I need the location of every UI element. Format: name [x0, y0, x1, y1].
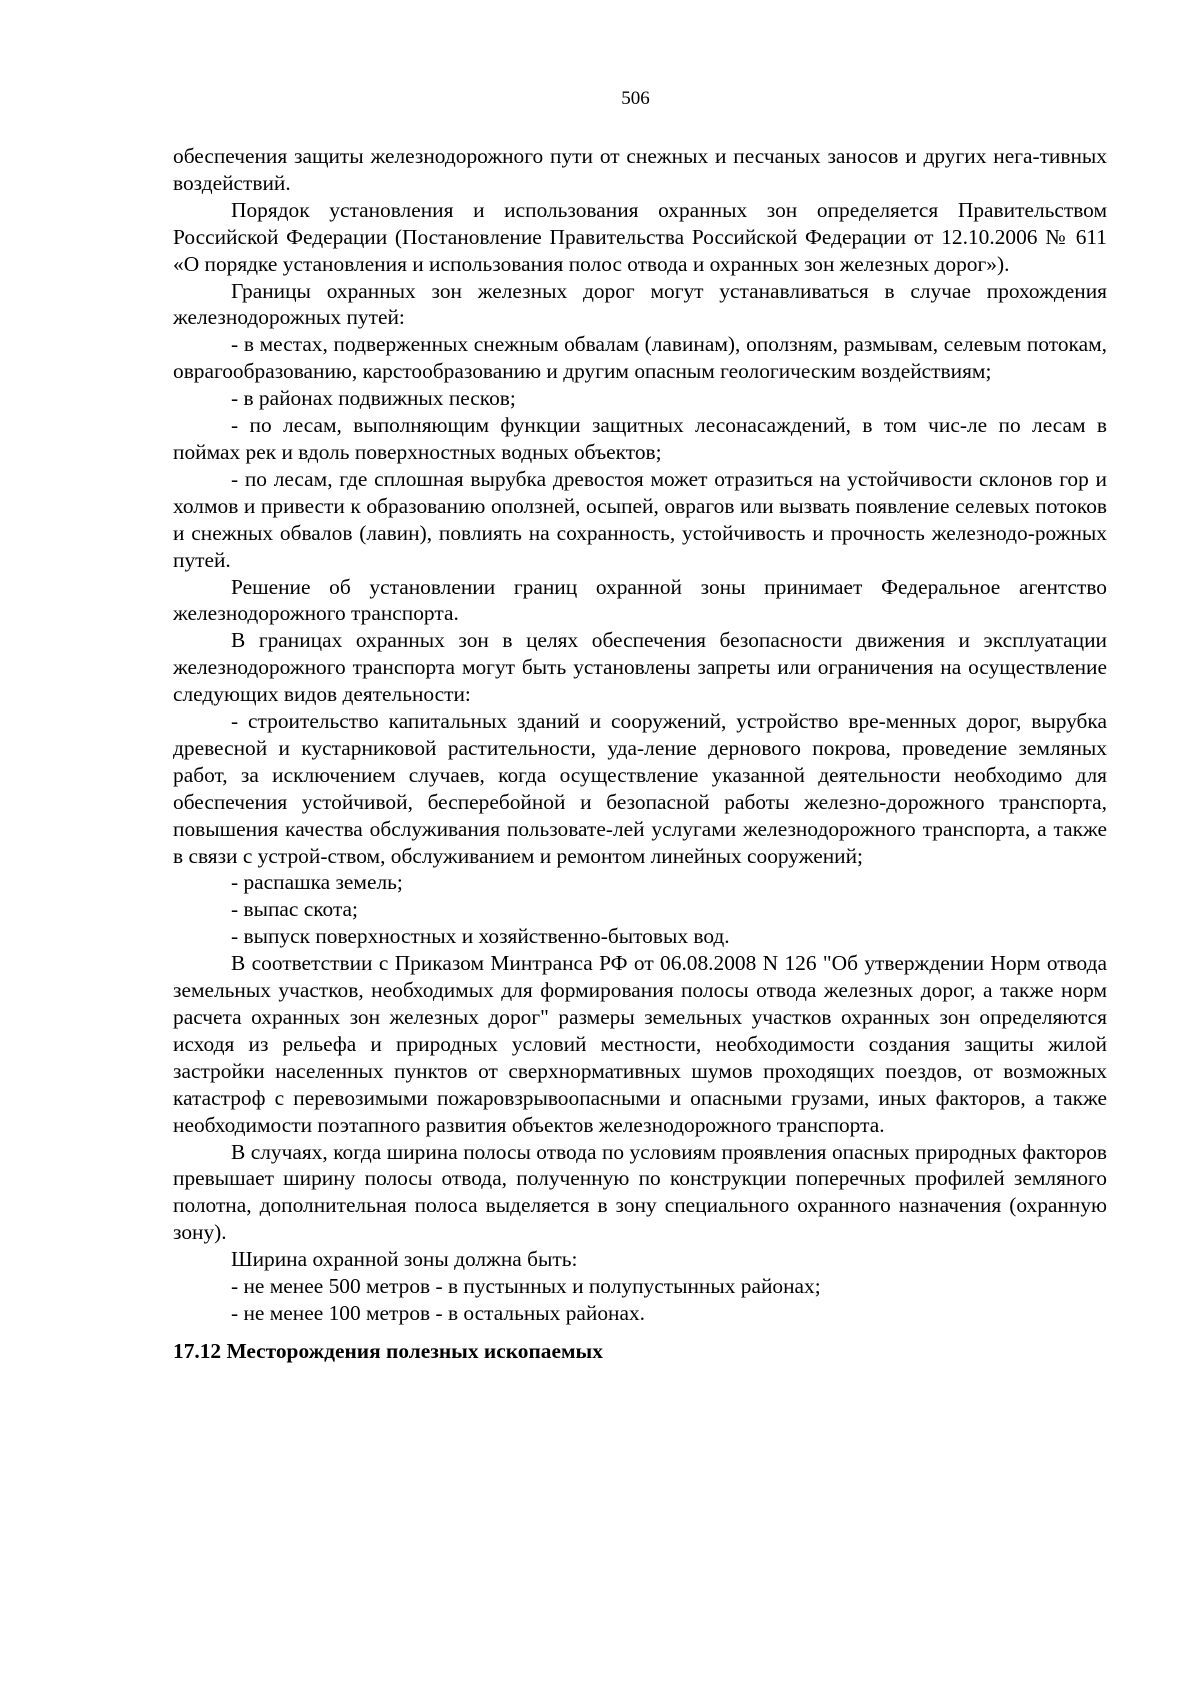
list-item-water-discharge: - выпуск поверхностных и хозяйственно-бытовых вод. — [231, 924, 730, 949]
list-item-other-width: - не менее 100 метров - в остальных районах. — [231, 1300, 646, 1325]
page-number: 506 — [621, 88, 650, 109]
paragraph-additional-strip: В случаях, когда ширина полосы отвода по условиям проявления опасных природных факторов превышает ширину полосы отвода, полученную по конструкции поперечных профилей земляного полотна, дополнительная полоса выделяется в зону специального охранного назначения (охранную зону). — [173, 1139, 1107, 1245]
list-item-construction: - строительство капитальных зданий и сооружений, устройство вре-менных дорог, вырубка древесной и кустарниковой растительности, уда-ление дернового покрова, проведение земляных работ, за исключением случаев, когда осуществление указанной деятельности необходимо для обеспечения устойчивой, бесперебойной и безопасной работы железно-дорожного транспорта, повышения качества обслуживания пользовате-лей услугами железнодорожного транспорта, а также в связи с устрой-ством, обслуживанием и ремонтом линейных сооружений; — [173, 709, 1107, 868]
list-item-protective-forests: - по лесам, выполняющим функции защитных лесонасаждений, в том чис-ле по лесам в поймах рек и вдоль поверхностных водных объектов; — [173, 413, 1107, 464]
list-item-grazing: - выпас скота; — [231, 897, 358, 922]
list-item-clear-cutting: - по лесам, где сплошная вырубка древостоя может отразиться на устойчивости склонов гор и холмов и привести к образованию оползней, осыпей, оврагов или вызвать появление селевых потоков и снежных обвалов (лавин), повлиять на сохранность, устойчивость и прочность железнодо-рожных путей. — [173, 466, 1107, 572]
section-heading: 17.12 Месторождения полезных ископаемых — [173, 1338, 603, 1363]
list-item-plowing: - распашка земель; — [231, 870, 403, 895]
paragraph-agency-decision: Решение об установлении границ охранной зоны принимает Федеральное агентство железнодорожного транспорта. — [173, 574, 1107, 626]
paragraph-continuation: обеспечения защиты железнодорожного пути от снежных и песчаных заносов и других нега-тивных воздействий. — [173, 144, 1107, 195]
paragraph-order-mintrans: В соответствии с Приказом Минтранса РФ от 06.08.2008 N 126 "Об утверждении Норм отвода земельных участков, необходимых для формирования полосы отвода железных дорог, а также норм расчета охранных зон железных дорог" размеры земельных участков охранных зон определяются исходя из рельефа и природных условий местности, необходимости создания защиты жилой застройки населенных пунктов от сверхнормативных шумов проходящих поездов, от возможных катастроф с перевозимыми пожаровзрывоопасными и опасными грузами, иных факторов, а также необходимости поэтапного развития объектов железнодорожного транспорта. — [173, 951, 1107, 1137]
list-item-desert-width: - не менее 500 метров - в пустынных и полупустынных районах; — [231, 1274, 821, 1299]
paragraph-restrictions: В границах охранных зон в целях обеспечения безопасности движения и эксплуатации железнодорожного транспорта могут быть установлены запреты или ограничения на осуществление следующих видов деятельности: — [173, 628, 1107, 707]
list-item-moving-sands: - в районах подвижных песков; — [231, 386, 516, 411]
page-body — [173, 143, 1107, 1365]
paragraph-boundaries: Границы охранных зон железных дорог могут устанавливаться в случае прохождения железнодорожных путей: — [173, 278, 1107, 330]
paragraph-zone-width: Ширина охранной зоны должна быть: — [231, 1247, 578, 1272]
paragraph-procedure: Порядок установления и использования охранных зон определяется Правительством Российской Федерации (Постановление Правительства Российской Федерации от 12.10.2006 № 611 «О порядке установления и использования полос отвода и охранных зон железных дорог»). — [173, 197, 1107, 276]
list-item-hazard-areas: - в местах, подверженных снежным обвалам (лавинам), оползням, размывам, селевым потокам, оврагообразованию, карстообразованию и другим опасным геологическим воздействиям; — [173, 332, 1107, 384]
